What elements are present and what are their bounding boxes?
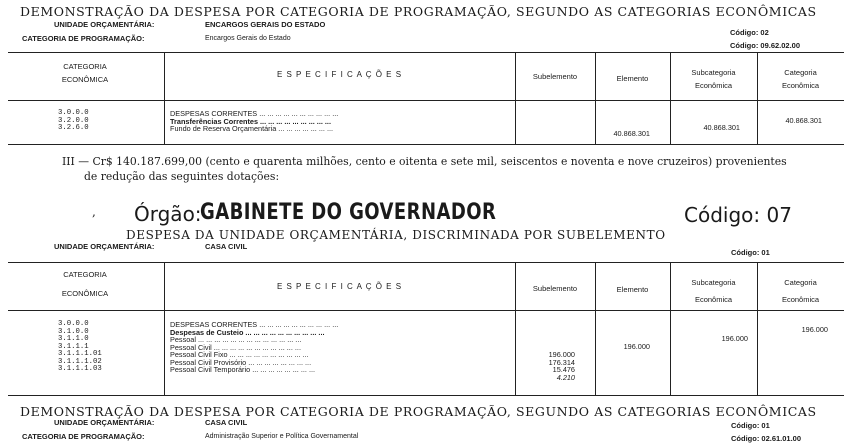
block1-codigo-programacao: Código: 09.62.02.00 (730, 41, 801, 50)
table-row-code: 3.1.1.0 (58, 335, 89, 343)
block1-codes (58, 110, 89, 133)
orgao-codigo-unidade: Código: 01 (731, 248, 770, 257)
table-row-code: 3.1.0.0 (58, 327, 89, 336)
subelemento-value: 176.314 (548, 357, 575, 367)
block1-unidade-label: UNIDADE ORÇAMENTÁRIA: (54, 20, 155, 29)
block2-h-especificacoes: E S P E C I F I C A Ç Õ E S (276, 282, 403, 291)
block1-title: DEMONSTRAÇÃO DA DESPESA POR CATEGORIA DE PROGRAMAÇÃO, SEGUNDO AS CATEGORIAS ECONÔMICAS (20, 4, 817, 19)
block3-unidade-value: CASA CIVIL (205, 418, 248, 427)
block2-elemento-value: 196.000 (623, 342, 650, 351)
bullet-mark: , (92, 205, 96, 219)
block1-h-categoria: CATEGORIA ECONÔMICA (61, 62, 109, 84)
table-row-code: 3.1.1.1.03 (58, 365, 102, 373)
block1-h-elemento: Elemento (616, 74, 649, 83)
table-row-code: 3.1.1.1.01 (58, 350, 102, 358)
block1-rows (170, 110, 338, 133)
table-row-label: Despesas de Custeio ... ... ... ... ... ... ... ... ... ... (170, 327, 325, 337)
subelemento-value: 196.000 (548, 350, 575, 359)
block2-codes (58, 321, 102, 374)
block2-h-elemento: Elemento (616, 285, 649, 294)
block2-h-subelemento: Subelemento (532, 284, 578, 293)
block3-categoria-label: CATEGORIA DE PROGRAMAÇÃO: (22, 432, 145, 441)
orgao-unidade-label: UNIDADE ORÇAMENTÁRIA: (54, 242, 155, 251)
orgao-label: Órgão: (134, 202, 202, 226)
block1-categoria-label: CATEGORIA DE PROGRAMAÇÃO: (22, 34, 145, 43)
table-row-label: Pessoal Civil Temporário ... ... ... ... ... ... ... ... (170, 365, 316, 374)
table-row-label: Pessoal Civil Provisório ... ... ... ... ... ... ... ... (170, 357, 312, 367)
block3-title: DEMONSTRAÇÃO DA DESPESA POR CATEGORIA DE PROGRAMAÇÃO, SEGUNDO AS CATEGORIAS ECONÔMICAS (20, 404, 817, 419)
table-row-code: 3.0.0.0 (58, 109, 89, 117)
block3-categoria-value: Administração Superior e Política Governamental (205, 433, 359, 440)
block3-unidade-label: UNIDADE ORÇAMENTÁRIA: (54, 418, 155, 427)
block1-codigo-unidade: Código: 02 (730, 28, 769, 37)
paragraph-line-2: de redução das seguintes dotações: (84, 170, 280, 183)
table-row-label: DESPESAS CORRENTES ... ... ... ... ... ... ... ... ... ... (170, 109, 339, 118)
block2-subelementos (525, 351, 575, 381)
block2-subcategoria-value: 196.000 (721, 334, 748, 343)
block1-h-subelemento: Subelemento (532, 72, 578, 81)
block1-h-categoria-col: Categoria Econômica (781, 68, 820, 90)
table-row-label: Transferências Correntes ... ... ... ... ... ... ... ... ... (170, 116, 331, 126)
table-row-code: 3.2.6.0 (58, 124, 89, 132)
block2-categoria-value-num: 196.000 (801, 325, 828, 334)
orgao-unidade-value: CASA CIVIL (205, 242, 248, 251)
orgao-subtitle: DESPESA DA UNIDADE ORÇAMENTÁRIA, DISCRIMINADA POR SUBELEMENTO (126, 228, 666, 242)
block2-h-categoria-col: Categoria Econômica (781, 278, 820, 304)
block1-categoria-value: Encargos Gerais do Estado (205, 35, 291, 42)
table-row-code: 3.0.0.0 (58, 320, 89, 328)
subelemento-value: 15.476 (552, 365, 575, 374)
block2-h-subcategoria: Subcategoria Econômica (691, 278, 736, 304)
table-row-code: 3.1.1.1.02 (58, 357, 102, 366)
orgao-name: GABINETE DO GOVERNADOR (200, 200, 497, 225)
table-row-code: 3.2.0.0 (58, 116, 89, 125)
block1-unidade-value: ENCARGOS GERAIS DO ESTADO (205, 20, 326, 29)
table-row-label: Pessoal ... ... ... ... ... ... ... ... ... ... ... ... ... (170, 335, 302, 344)
table-row-label: Pessoal Civil ... ... ... ... ... ... ... ... ... ... ... (170, 342, 301, 352)
block2-rows (170, 321, 338, 374)
orgao-codigo: Código: 07 (684, 203, 792, 227)
block1-h-subcategoria: Subcategoria Econômica (691, 68, 736, 90)
block1-categoria-value-num: 40.868.301 (785, 116, 822, 125)
block3-codigo-unidade: Código: 01 (731, 421, 770, 430)
block3-codigo-programacao: Código: 02.61.01.00 (731, 434, 802, 443)
block1-subcategoria-value: 40.868.301 (703, 123, 740, 132)
paragraph-line-1: III — Cr$ 140.187.699,00 (cento e quarenta milhões, cento e oitenta e sete mil, seiscentos e noventa e nove cruzeiros) provenientes (62, 155, 787, 168)
table-row-label: Pessoal Civil Fixo ... ... ... ... ... ... ... ... ... ... (170, 350, 309, 359)
table-row-label: Fundo de Reserva Orçamentária ... ... ... ... ... ... ... (170, 124, 334, 133)
subelemento-value: 4.210 (556, 372, 575, 382)
block1-elemento-value: 40.868.301 (613, 129, 650, 138)
table-row-code: 3.1.1.1 (58, 342, 89, 351)
table-row-label: DESPESAS CORRENTES ... ... ... ... ... ... ... ... ... ... (170, 320, 339, 329)
block2-h-categoria: CATEGORIA ECONÔMICA (61, 270, 109, 298)
block1-h-especificacoes: E S P E C I F I C A Ç Õ E S (276, 70, 403, 79)
